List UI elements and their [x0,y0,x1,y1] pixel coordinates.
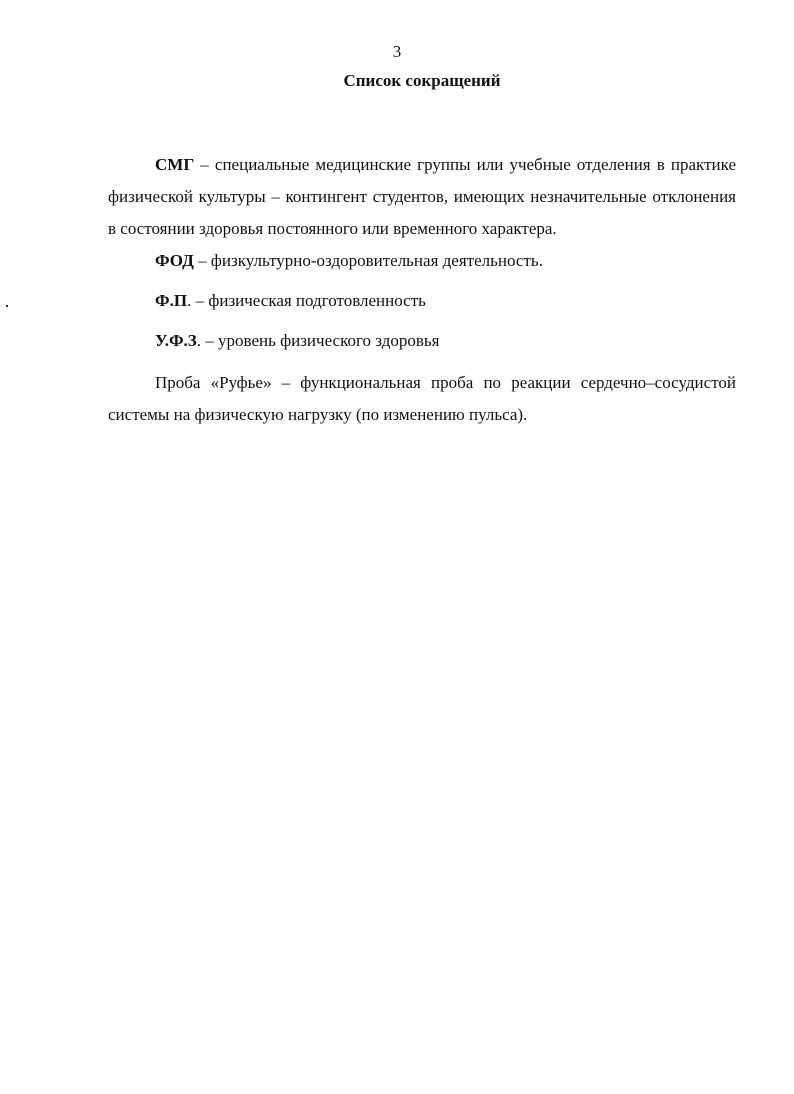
abbreviation-term: Ф.П [155,291,188,310]
abbreviation-definition: . – физическая подготовленность [187,291,426,310]
page-title: Список сокращений [343,71,501,90]
abbreviation-definition: – физкультурно-оздоровительная деятельность. [193,251,543,270]
abbreviation-definition: – специальные медицинские группы или учебные отделения в практике физической культуры – контингент студентов, имеющих незначительные отклонения в состоянии здоровья постоянного или временного характера. [108,155,736,238]
abbreviation-definition: . – уровень физического здоровья [196,331,440,350]
rufier-test-entry: Проба «Руфье» – функциональная проба по реакции сердечно–сосудистой системы на физическую нагрузку (по изменению пульса). [108,373,736,424]
abbreviation-entry-fod [108,245,736,277]
abbreviation-term: ФОД [155,251,194,270]
stray-mark [6,305,8,307]
abbreviations-list [108,149,736,431]
page-number: 3 [392,42,402,61]
abbreviation-entry-smg [108,149,736,245]
abbreviation-entry-fp [108,285,736,317]
abbreviation-entry-ufz [108,325,736,357]
abbreviation-term: СМГ [155,155,195,174]
abbreviation-term: У.Ф.З [155,331,197,350]
